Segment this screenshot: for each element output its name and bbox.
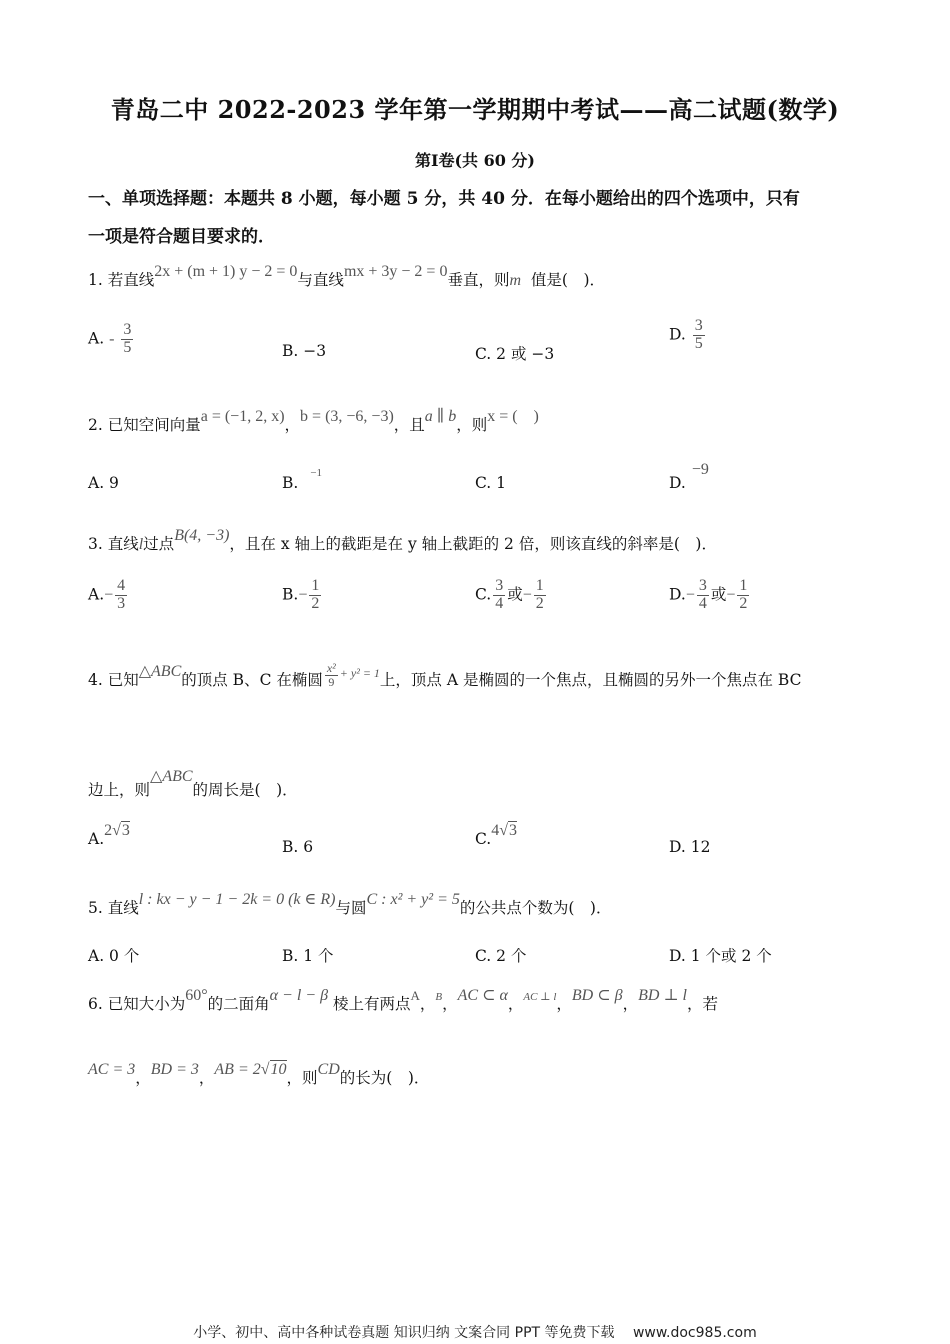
q4-option-c (475, 822, 518, 849)
q3-text: 过点 (143, 535, 175, 553)
option-label: A. (88, 830, 105, 848)
q6-length: BD = 3 (150, 1061, 199, 1078)
q4-text: 边上，则 (88, 781, 151, 799)
q4-text: 4. 已知 (88, 671, 139, 690)
numerator: 1 (739, 577, 748, 594)
question-3 (88, 527, 717, 554)
fraction (493, 578, 505, 613)
minus-sign: − (726, 586, 736, 604)
q3-point-b: B(4, −3) (174, 527, 230, 544)
minus-sign: − (104, 586, 114, 604)
q6-length-ab: AB = 2√10 (214, 1061, 287, 1078)
coefficient: 4 (491, 822, 500, 839)
minus-sign: − (685, 586, 695, 604)
denominator: 2 (535, 594, 544, 612)
q3-option-d (669, 578, 751, 613)
q2-text: ， (284, 416, 301, 434)
question-5 (88, 891, 612, 918)
q6-point-a: A (410, 988, 420, 1003)
q2-option-a: A. 9 (88, 474, 119, 492)
minus-sign: - (109, 330, 115, 348)
q1-option-a (88, 322, 135, 357)
fraction (121, 322, 133, 357)
q2-vector-a: a = (−1, 2, x) (200, 408, 285, 425)
q3-text: 3. 直线 (88, 535, 139, 553)
fraction (534, 578, 546, 613)
option-label: D. (669, 474, 686, 492)
q4-text: 的顶点 B、C 在椭圆 (181, 671, 323, 690)
q2-parallel-condition: a ∥ b (424, 408, 457, 425)
q1-text: 与直线 (297, 271, 344, 289)
q2-option-d (669, 461, 709, 493)
q2-unknown: x = ( ) (487, 408, 539, 425)
q5-circle-equation: C : x² + y² = 5 (366, 891, 460, 908)
q2-option-b (282, 467, 323, 492)
section-header-line1: 一、单项选择题：本题共 8 小题，每小题 5 分，共 40 分．在每小题给出的四个选项中，只有 (88, 189, 800, 209)
q6-dihedral-angle: α − l − β (269, 987, 329, 1004)
radical-expression: 4√3 (491, 822, 518, 839)
minus-sign: − (522, 586, 532, 604)
q1-option-c: C. 2 或 −3 (475, 345, 555, 363)
or-text: 或 (507, 585, 523, 604)
denominator: 3 (117, 594, 126, 612)
q1-text: 值是( )． (530, 271, 605, 289)
fraction (697, 578, 709, 613)
comma: ， (442, 995, 458, 1013)
q6-text: 6. 已知大小为 (88, 995, 186, 1013)
q3-option-b (282, 578, 323, 613)
option-value: −1 (310, 467, 323, 479)
q6-condition: BD ⊂ β (571, 987, 623, 1004)
question-1 (88, 263, 605, 290)
q6-condition: AC ⊥ l (523, 991, 557, 1003)
comma: ， (198, 1069, 215, 1087)
section-header-line2: 一项是符合题目要求的． (88, 227, 275, 247)
q2-text: ，则 (456, 416, 488, 434)
denominator: 5 (694, 334, 703, 352)
q2-option-c: C. 1 (475, 474, 507, 492)
option-label: A. (88, 585, 105, 604)
q1-option-b: B. −3 (282, 342, 327, 360)
q1-text: 垂直，则 (447, 271, 510, 289)
or-text: 或 (710, 585, 727, 604)
q4-ellipse-fraction (325, 662, 338, 688)
coefficient: 2 (104, 822, 113, 839)
q5-option-a: A. 0 个 (88, 947, 140, 965)
fraction (115, 578, 127, 613)
option-label: A. (88, 329, 105, 348)
comma: ， (556, 995, 572, 1013)
denominator: 9 (328, 674, 335, 689)
q3-option-a (88, 578, 129, 613)
q1-variable: m (509, 272, 522, 289)
q6-text: 的长为( )． (339, 1069, 430, 1087)
q4-option-d: D. 12 (669, 838, 711, 856)
q6-text: ，则 (286, 1069, 318, 1087)
question-6 (88, 987, 718, 1014)
denominator: 4 (698, 594, 707, 612)
q6-text: ，若 (686, 995, 718, 1013)
denominator: 5 (123, 338, 132, 356)
q4-triangle: △ABC (150, 768, 193, 785)
q4-triangle: △ABC (138, 663, 182, 681)
q6-text: 棱上有两点 (332, 995, 411, 1013)
q3-text: ，且在 x 轴上的截距是在 y 轴上截距的 2 倍，则该直线的斜率是( )． (229, 535, 717, 553)
radicand: 3 (509, 822, 518, 839)
q2-text: ，且 (393, 416, 425, 434)
numerator: 3 (694, 317, 703, 334)
numerator: 4 (117, 577, 126, 594)
numerator: x² (326, 661, 336, 675)
q4-option-a (88, 822, 130, 849)
option-label: D. (669, 325, 686, 344)
fraction (309, 578, 321, 613)
radicand: 3 (121, 822, 130, 839)
fraction (693, 318, 705, 353)
page-title: 青岛二中 2022-2023 学年第一学期期中考试——高二试题(数学) (110, 95, 840, 124)
q6-text: 的二面角 (207, 995, 270, 1013)
q4-text: 上，顶点 A 是椭圆的一个焦点，且椭圆的另外一个焦点在 BC (379, 671, 802, 690)
q2-vector-b: b = (3, −6, −3) (300, 408, 394, 425)
q4-text: 的周长是( )． (192, 781, 298, 799)
option-label: C. (475, 830, 492, 848)
option-label: B. (282, 585, 299, 604)
q3-line-variable: l (138, 536, 144, 553)
minus-sign: − (298, 586, 308, 604)
q2-text: 2. 已知空间向量 (88, 416, 201, 434)
q5-option-b: B. 1 个 (282, 947, 334, 965)
q6-condition: BD ⊥ l (638, 987, 687, 1004)
numerator: 3 (123, 321, 132, 338)
q5-text: 与圆 (335, 899, 367, 917)
question-6-line-2 (88, 1061, 430, 1088)
q1-line-equation-2: mx + 3y − 2 = 0 (343, 263, 448, 280)
numerator: 1 (535, 577, 544, 594)
option-label: C. (475, 585, 492, 604)
q4-option-b: B. 6 (282, 838, 314, 856)
q6-segment-cd: CD (317, 1061, 340, 1078)
comma: ， (622, 995, 639, 1013)
q1-line-equation-1: 2x + (m + 1) y − 2 = 0 (154, 263, 298, 280)
q5-line-equation: l : kx − y − 1 − 2k = 0 (k ∈ R) (138, 891, 336, 908)
question-2 (88, 408, 539, 435)
q5-text: 5. 直线 (88, 899, 139, 917)
q5-text: 的公共点个数为( )． (459, 899, 612, 917)
q3-option-c (475, 578, 548, 613)
q6-length: AC = 3 (88, 1061, 136, 1078)
q5-option-d: D. 1 个或 2 个 (669, 947, 772, 965)
radicand: 10 (270, 1061, 287, 1078)
comma: ， (135, 1069, 151, 1087)
question-4 (88, 661, 802, 694)
q6-condition: AC ⊂ α (457, 987, 508, 1004)
radical-expression: 2√3 (104, 822, 130, 839)
fraction (737, 578, 749, 613)
option-label: D. (669, 585, 686, 604)
numerator: 3 (495, 577, 504, 594)
denominator: 4 (495, 594, 504, 612)
footer-banner: 小学、初中、高中各种试卷真题 知识归纳 文案合同 PPT 等免费下载 www.doc985.com (193, 1325, 757, 1341)
q6-point-b: B (435, 991, 443, 1003)
page-subtitle: 第Ⅰ卷(共 60 分) (414, 151, 536, 170)
q1-text: 1. 若直线 (88, 271, 155, 289)
q1-option-d (669, 318, 707, 353)
q6-angle: 60° (185, 987, 208, 1004)
option-label: B. (282, 474, 299, 492)
denominator: 2 (739, 594, 748, 612)
numerator: 3 (698, 577, 707, 594)
denominator: 2 (311, 594, 320, 612)
question-4-line-2 (88, 768, 298, 800)
option-value: −9 (691, 461, 709, 478)
comma: ， (419, 995, 436, 1013)
q5-option-c: C. 2 个 (475, 947, 527, 965)
comma: ， (507, 995, 524, 1013)
q6-length-prefix: AB = 2 (214, 1061, 261, 1078)
q4-ellipse-equation: + y² = 1 (339, 666, 380, 681)
numerator: 1 (311, 577, 320, 594)
